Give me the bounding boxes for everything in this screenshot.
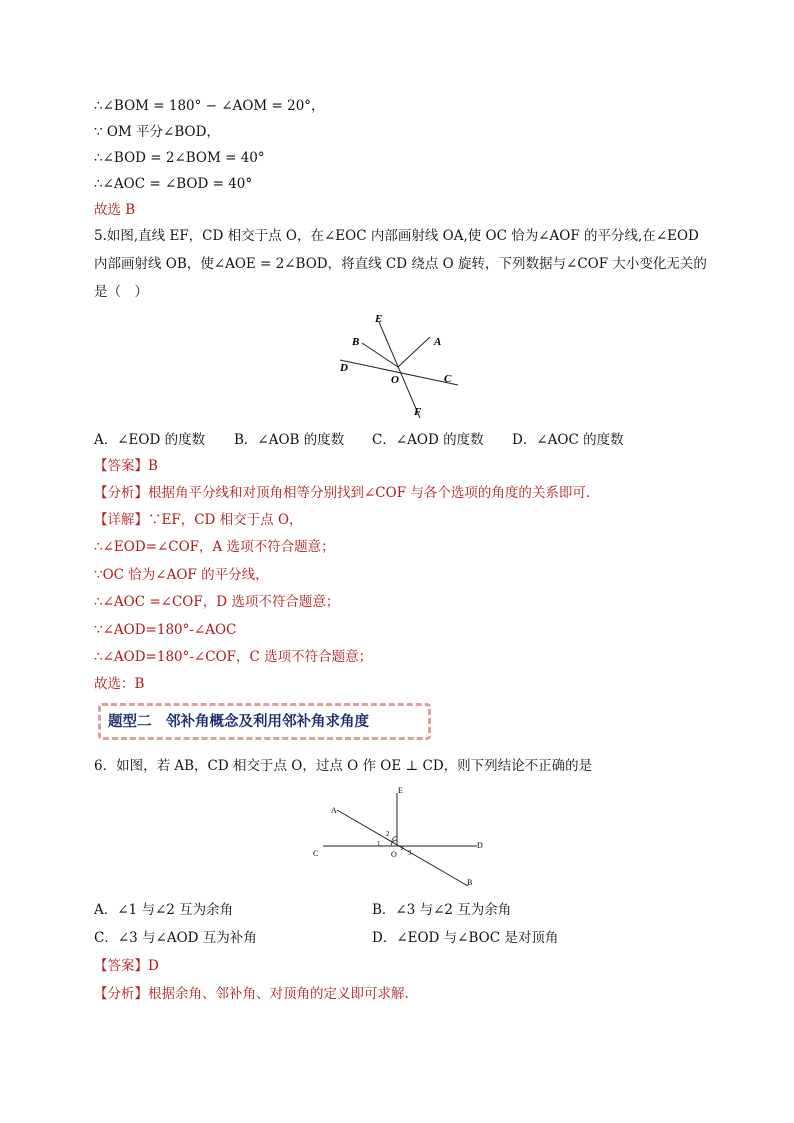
q5-detail-line-2: ∴∠EOD=∠COF，A 选项不符合题意； [94,539,335,555]
label-d: D [477,841,483,850]
line-cd [340,360,458,385]
q6-option-d: D．∠EOD 与∠BOC 是对顶角 [372,930,559,946]
q5-option-c: C．∠AOD 的度数 [372,432,484,448]
q5-answer: 【答案】B [94,458,158,474]
q6-answer: 【答案】D [94,958,159,974]
label-a: A [331,806,337,815]
solution-line-3: ∴∠BOD = 2∠BOM = 40° [94,150,265,166]
label-f: F [414,406,422,418]
label-angle-3: 3 [408,849,412,857]
q5-stem-line-1: 5.如图,直线 EF，CD 相交于点 O，在∠EOC 内部画射线 OA,使 OC 恰为∠AOF 的平分线,在∠EOD [94,228,699,244]
label-d: D [340,362,348,374]
label-c: C [444,373,452,385]
solution-line-2: ∵ OM 平分∠BOD， [94,124,220,140]
q5-analysis: 【分析】根据角平分线和对顶角相等分别找到∠COF 与各个选项的角度的关系即可． [94,485,600,501]
q6-option-c: C．∠3 与∠AOD 互为补角 [94,930,257,946]
label-e: E [398,786,403,795]
ray-oa [398,337,430,367]
section-title: 题型二 邻补角概念及利用邻补角求角度 [108,714,369,730]
q5-stem-line-3: 是（ ） [94,284,148,300]
solution-line-4: ∴∠AOC = ∠BOD = 40° [94,176,253,192]
solution-line-1: ∴∠BOM = 180° − ∠AOM = 20°， [94,98,325,114]
label-a: A [434,336,442,348]
q5-figure [330,305,470,425]
q5-detail-line-6: ∴∠AOD=180°-∠COF，C 选项不符合题意； [94,649,373,665]
q5-option-b: B．∠AOB 的度数 [234,432,345,448]
label-e: E [375,313,383,325]
q5-option-d: D．∠AOC 的度数 [512,432,624,448]
q6-analysis: 【分析】根据余角、邻补角、对顶角的定义即可求解. [94,986,409,1002]
label-o: O [391,850,397,859]
q5-detail-line-3: ∵OC 恰为∠AOF 的平分线， [94,567,269,583]
q5-stem-line-2: 内部画射线 OB，使∠AOE = 2∠BOD，将直线 CD 绕点 O 旋转，下列数据与∠COF 大小变化无关的 [94,256,707,272]
label-angle-1: 1 [377,840,381,848]
label-c: C [313,849,319,858]
q6-option-b: B．∠3 与∠2 互为余角 [372,902,512,918]
label-angle-2: 2 [386,830,390,838]
q5-option-a: A．∠EOD 的度数 [94,432,206,448]
q6-figure [305,780,495,890]
q5-detail-line-7: 故选：B [94,676,145,692]
q6-option-a: A．∠1 与∠2 互为余角 [94,902,234,918]
q5-detail-line-5: ∵∠AOD=180°-∠AOC [94,622,237,638]
q5-detail-line-1: 【详解】∵EF，CD 相交于点 O， [94,512,303,528]
label-o: O [391,374,399,386]
answer-choice-line: 故选 B [94,202,136,218]
q6-stem-line-1: 6．如图，若 AB，CD 相交于点 O，过点 O 作 OE ⊥ CD，则下列结论不正确的是 [94,758,593,774]
label-b: B [467,878,473,887]
label-b: B [352,336,360,348]
q5-detail-line-4: ∴∠AOC =∠COF，D 选项不符合题意； [94,594,340,610]
